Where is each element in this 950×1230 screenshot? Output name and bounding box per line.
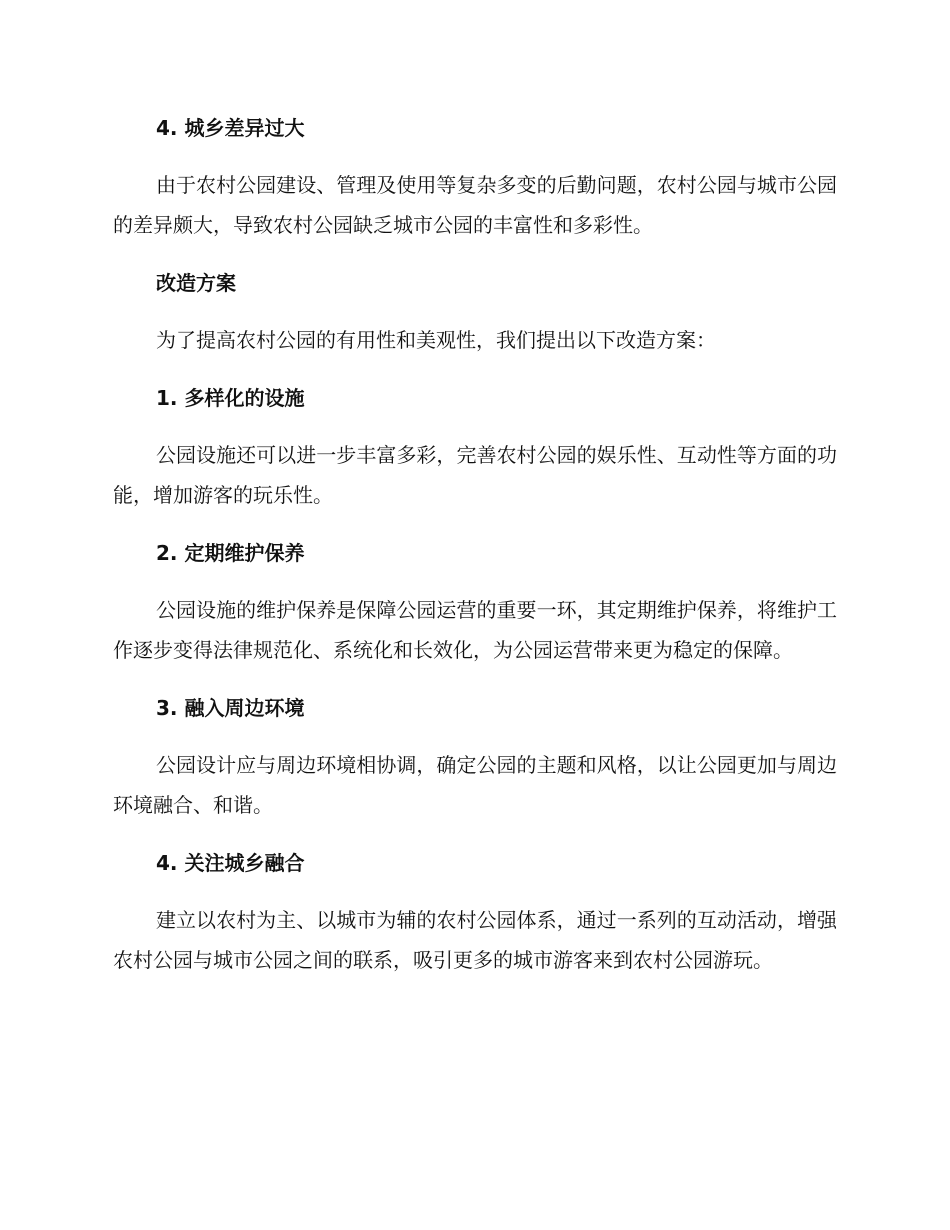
paragraph-urban-rural-gap: 由于农村公园建设、管理及使用等复杂多变的后勤问题，农村公园与城市公园的差异颇大，导致农村公园缺乏城市公园的丰富性和多彩性。 [113,173,837,237]
paragraph-regular-maintenance: 公园设施的维护保养是保障公园运营的重要一环，其定期维护保养，将维护工作逐步变得法律规范化、系统化和长效化，为公园运营带来更为稳定的保障。 [113,598,837,662]
paragraph-urban-rural-integration: 建立以农村为主、以城市为辅的农村公园体系，通过一系列的互动活动，增强农村公园与城市公园之间的联系，吸引更多的城市游客来到农村公园游玩。 [113,908,837,972]
heading-urban-rural-integration: 4. 关注城乡融合 [156,851,305,875]
paragraph-renovation-intro: 为了提高农村公园的有用性和美观性，我们提出以下改造方案： [156,328,716,352]
paragraph-integrate-environment: 公园设计应与周边环境相协调，确定公园的主题和风格，以让公园更加与周边环境融合、和谐。 [113,753,837,817]
heading-renovation-plan: 改造方案 [156,271,236,295]
heading-diverse-facilities: 1. 多样化的设施 [156,386,305,410]
heading-urban-rural-gap: 4. 城乡差异过大 [156,116,305,140]
heading-regular-maintenance: 2. 定期维护保养 [156,541,305,565]
paragraph-diverse-facilities: 公园设施还可以进一步丰富多彩，完善农村公园的娱乐性、互动性等方面的功能，增加游客的玩乐性。 [113,443,837,507]
document-body [113,108,837,980]
heading-integrate-environment: 3. 融入周边环境 [156,696,305,720]
